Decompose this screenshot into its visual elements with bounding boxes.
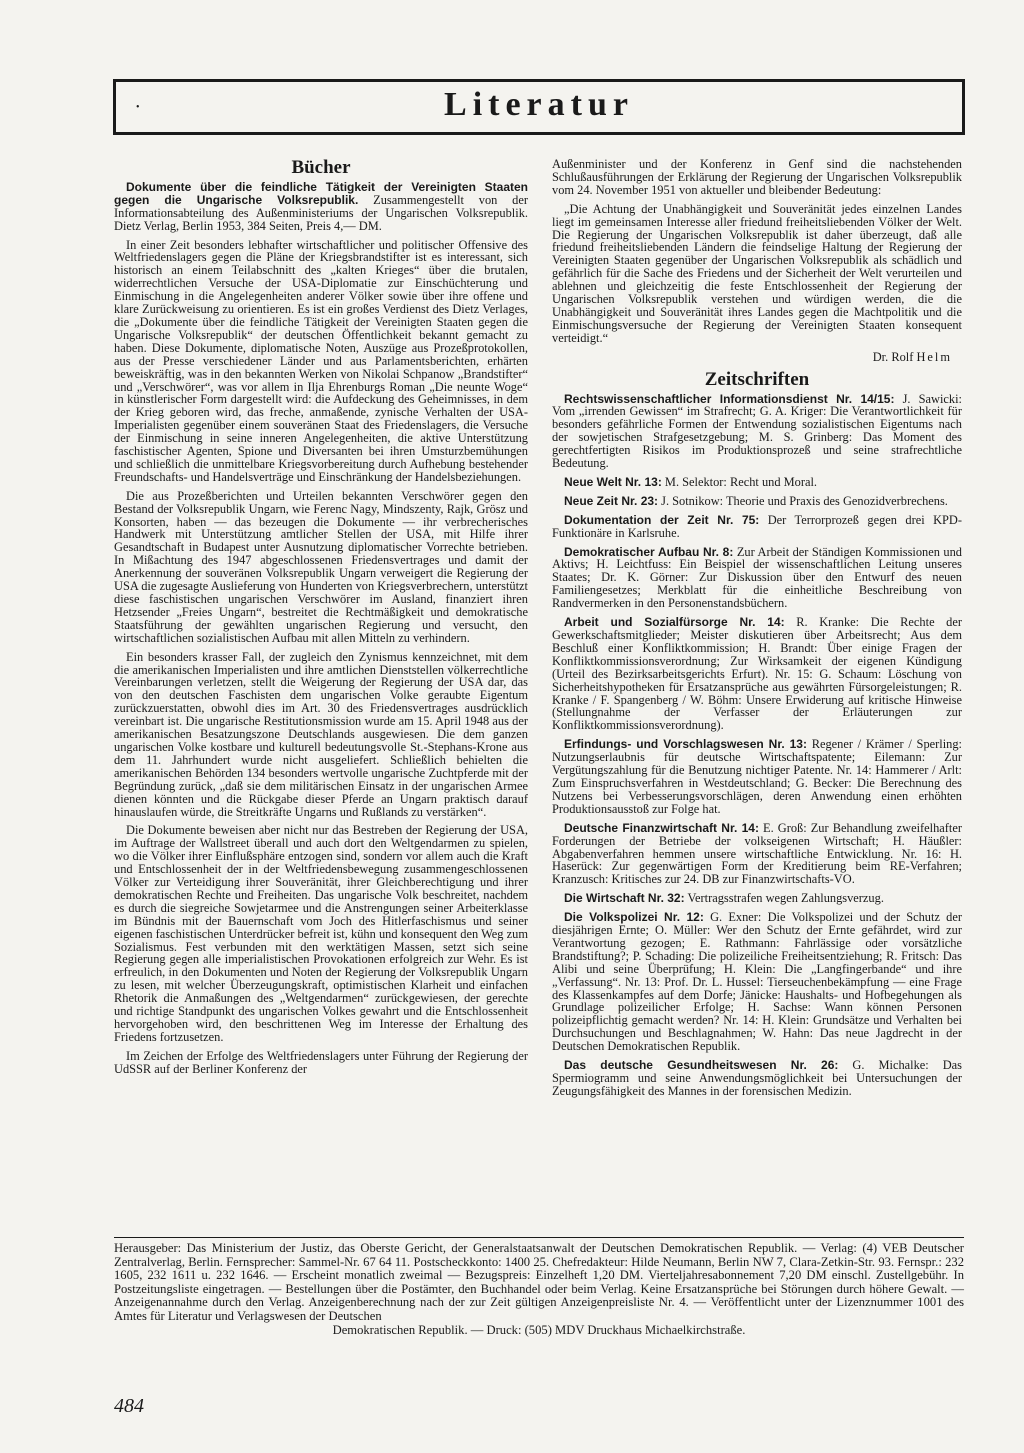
review-paragraph-5: Im Zeichen der Erfolge des Weltfriedenslagers unter Führung der Regierung der UdSSR auf der Berliner Konferenz der (114, 1048, 528, 1076)
journal-entry (552, 495, 962, 508)
review-paragraph-2: Die aus Prozeßberichten und Urteilen bekannten Verschwörer gegen den Bestand der Volksrepublik Ungarn, wie Ferenc Nagy, Mindszenty, Rajk, Grösz und Konsorten, haben — das bezeugen die Dokumente — ihr verbrecherisches Handwerk mit Unterstützung amtlicher Stellen der USA, mit Hilfe ihrer Gesandtschaft in Budapest unter Ausnutzung diplomatischer Vorrechte betrieben. In Mißachtung des 1947 abgeschlossenen Friedensvertrages und damit der Anerkennung der souveränen Volksrepublik Ungarn verweigert die Regierung der USA die zugesagte Auslieferung von Hunderten von Kriegsverbrechern, unterstützt diese faschistischen ungarischen Verschwörer im Ausland, finanziert ihren Hetzsender „Freies Ungarn“, bestreitet die Rechtmäßigkeit und demokratische Staatsführung der gewählten ungarischen Regierung und versucht, den wirtschaftlichen sozialistischen Aufbau mit allen Mitteln zu verhindern. (114, 488, 528, 645)
ornament-dot: • (136, 102, 140, 113)
review-paragraph-4: Die Dokumente beweisen aber nicht nur das Bestreben der Regierung der USA, im Auftrage der Wallstreet überall und auch dort den Weltgendarmen zu spielen, wo die Völker ihrer Einflußsphäre entzogen sind, sondern vor allem auch die Kraft und Entschlossenheit der in der Weltfriedensbewegung zusammengeschlossenen Völker zur Verteidigung ihrer Souveränität, ihrer Gleichberechtigung und ihrer demokratischen Rechte und Freiheiten. Das ungarische Volk beschreitet, nachdem es durch die siegreiche Sowjetarmee und die Anstrengungen seiner Arbeiterklasse im Bündnis mit der Bauernschaft vom Joch des Hitlerfaschismus und seiner eigenen faschistischen Unterdrücker befreit ist, kühn und konsequent den Weg zum Sozialismus. Fest verbunden mit den werktätigen Massen, setzt sich seine Regierung gegen alle imperialistischen Provokationen erfolgreich zur Wehr. Es ist erfreulich, in den Dokumenten und Noten der Regierung der Volksrepublik Ungarn zu lesen, mit welcher Überzeugungskraft, optimistischen Klarheit und einfachen Rhetorik die Anmaßungen des „Weltgendarmen“ zurückgewiesen, der gerechte und richtige Standpunkt des ungarischen Volkes gewahrt und die Entschlossenheit hervorgehoben wird, den beschrittenen Weg im Interesse der Erhaltung des Friedens fortzusetzen. (114, 823, 528, 1044)
page-number: 484 (114, 1395, 144, 1417)
review-continuation: Außenminister und der Konferenz in Genf sind die nachstehenden Schlußausführungen der Erklärung der Regierung der Ungarischen Volksrepublik vom 24. November 1951 von aktueller und bleibender Bedeutung: (552, 157, 962, 197)
journal-entry (552, 546, 962, 611)
journal-entry (552, 1059, 962, 1098)
journal-contents: G. Exner: Die Volkspolizei und der Schutz der diesjährigen Ernte; O. Müller: Wer den Schutz der Ernte gefährdet, wird zur Verantwortung gezogen; E. Rathmann: Fahrlässige oder vorsätzliche Brandstiftung?; P. Schading: Die polizeiliche Freiheitsentziehung; R. Fritsch: Das Alibi und seine Überprüfung; H. Klein: Die „Langfingerbande“ und ihre „Verfassung“. Nr. 13: Prof. Dr. L. Hussel: Tierseuchenbekämpfung — eine Frage des Klassenkampfes auf dem Dorfe; Jänicke: Haushalts- und Hofbegehungen als Grundlage polizeilicher Erfolge; H. Sachse: Wann können Personen polizeipflichtig gemacht werden? Nr. 14: H. Klein: Grundsätze und Verhalten bei Durchsuchungen und Beschlagnahmen; W. Hahn: Das neue Jagdrecht in der Deutschen Demokratischen Republik. (552, 910, 962, 1054)
section-title: Literatur (444, 86, 634, 123)
journal-entry (552, 393, 962, 470)
journal-contents: Der Terrorprozeß gegen drei KPD-Funktionäre in Karlsruhe. (552, 512, 962, 540)
journal-entry (552, 476, 962, 489)
journal-entry (552, 911, 962, 1053)
journal-entry (552, 616, 962, 732)
journal-title: Die Wirtschaft Nr. 32: (564, 891, 685, 906)
reviewer-name: Helm (916, 349, 952, 364)
journal-contents: Zur Arbeit der Ständigen Kommissionen und Aktivs; H. Leichtfuss: Ein Beispiel der wissenschaftlichen Leitung unseres Staates; Dr. K. Görner: Zur Diskussion über den Entwurf des neuen Familiengesetzes; Merkblatt für die einheitliche Beschreibung von Randvermerken in den Personenstandsbüchern. (552, 544, 962, 611)
journal-contents: R. Kranke: Die Rechte der Gewerkschaftsmitglieder; Meister diskutieren über Arbeitsrecht; Aus dem Beschluß einer Konfliktkommission; H. Brandt: Über einige Fragen der Konfliktkommissionsverordnung; Zur Wirksamkeit der eigenen Kündigung (Urteil des Bezirksarbeitsgerichts Erfurt). Nr. 15: G. Schaum: Löschung von Sicherheitshypotheken für Ersatzansprüche aus gewährten Fürsorgeleistungen; R. Kranke / F. Spangenberg / W. Böhm: Unsere Erwiderung auf kritische Hinweise (Stellungnahme der Verfasser der Erläuterungen zur Konfliktkommissionsverordnung). (552, 615, 962, 733)
book-entry (114, 181, 528, 233)
journal-title: Deutsche Finanzwirtschaft Nr. 14: (564, 820, 759, 835)
right-column (552, 158, 962, 1104)
journal-title: Demokratischer Aufbau Nr. 8: (564, 544, 734, 559)
journal-title: Dokumentation der Zeit Nr. 75: (564, 512, 760, 527)
journal-contents: J. Sawicki: Vom „irrenden Gewissen“ im Strafrecht; G. A. Kriger: Die Verantwortlichkeit für besonders gefährliche Formen der Entwendung sozialistischen Eigentums nach der sowjetischen Strafgesetzgebung; M. S. Grinberg: Das Moment des gerechtfertigten Risikos im Produktionsprozeß und seine strafrechtliche Bedeutung. (552, 391, 963, 471)
quote-paragraph: „Die Achtung der Unabhängigkeit und Souveränität jedes einzelnen Landes liegt im gemeinsamen Interesse aller friedund freiheitsliebenden Völker der Welt. Die Regierung der Ungarischen Volksrepublik ist daher überzeugt, daß alle friedund freiheitsliebenden Ländern die feindselige Haltung der Regierung der Vereinigten Staaten gegenüber der Ungarischen Volksrepublik als schädlich und gefährlich für die Sache des Friedens und der Sicherheit der Welt verurteilen und ablehnen und gleichzeitig die feste Entschlossenheit der Regierung der Ungarischen Volksrepublik verstehen und würdigen werden, die die Unabhängigkeit und Souveränität ihres Landes gegen die Machtpolitik und die Einmischungsversuche der Regierung der Vereinigten Staaten konsequent verteidigt.“ (552, 201, 962, 345)
review-paragraph-3: Ein besonders krasser Fall, der zugleich den Zynismus kennzeichnet, mit dem die amerikanischen Imperialisten und ihre amtlichen Dienststellen völkerrechtliche Vereinbarungen verletzen, stellt die Weigerung der Regierung der USA dar, das von den deutschen Faschisten dem ungarischen Volke geraubte Eigentum zurückzuerstatten, obwohl dies im Art. 30 des Friedensvertrages ausdrücklich vereinbart ist. Die ungarische Restitutionsmission wurde am 15. April 1948 aus der amerikanischen Besatzungszone Deutschlands ausgewiesen. Die dem ganzen ungarischen Volke kostbare und kulturell bedeutungsvolle St.-Stephans-Krone aus dem 11. Jahrhundert wurde nicht ausgeliefert. Schließlich behielten die amerikanischen Behörden 134 besonders wertvolle ungarische Zuchtpferde mit der Begründung zurück, „daß sie dem militärischen Einsatz in der ungarischen Armee dienen könnten und die Rückgabe dieser Pferde an Ungarn praktisch darauf hinauslaufen würde, die Streitkräfte Ungarns und Rußlands zu verstärken“. (114, 649, 528, 819)
reviewer-prefix: Dr. Rolf (872, 349, 914, 364)
books-heading: Bücher (291, 157, 351, 178)
journal-entry (552, 738, 962, 815)
imprint-last-line: Demokratischen Republik. — Druck: (505) MDV Druckhaus Michaelkirchstraße. (332, 1322, 746, 1337)
journals-heading: Zeitschriften (704, 368, 810, 390)
imprint-divider (114, 1237, 964, 1238)
journal-entry (552, 822, 962, 887)
journal-contents: Vertragsstrafen wegen Zahlungsverzug. (687, 891, 884, 906)
review-paragraph-1: In einer Zeit besonders lebhafter wirtschaftlicher und politischer Offensive des Weltfriedenslagers gegen die Pläne der Kriegsbrandstifter ist es interessant, sich historisch an einem Teilabschnitt des „kalten Krieges“ über die brutalen, widerrechtlichen Versuche der USA-Diplomatie zur Einschüchterung und Einmischung in die Angelegenheiten anderer Völker sowie über ihre offene und klare Zurückweisung zu orientieren. Es ist ein großes Verdienst des Dietz Verlages, die „Dokumente über die feindliche Tätigkeit der Vereinigten Staaten gegen die Ungarische Volksrepublik“ der deutschen Öffentlichkeit bekannt gemacht zu haben. Diese Dokumente, diplomatische Noten, Auszüge aus Prozeßprotokollen, aus der Presse verschiedener Länder und aus Parlamentsberichten, erhärten beweiskräftig, was in den bekannten Werken von Nikolai Schpanow „Brandstifter“ und „Verschwörer“, was vor allem in Ilja Ehrenburgs Roman „Die neunte Woge“ in künstlerischer Form dargestellt wird: die Aufdeckung des Geheimnisses, in dem der Krieg geboren wird, das freche, anmaßende, zynische Verhalten der USA-Imperialisten gegenüber einem souveränen Staat des Friedenslagers, die Versuche der Einmischung in seine inneren Angelegenheiten, die aktive Unterstützung faschistischer Agenten, Spione und Diversanten bei ihren Umsturzbemühungen und schließlich die unmittelbare Kriegsvorbereitung durch Aufhebung bestehender Freundschafts- und Handelsverträge und Einschränkung der Handelsbeziehungen. (114, 237, 528, 484)
journal-contents: E. Groß: Zur Behandlung zweifelhafter Forderungen der Betriebe der volkseigenen Wirtschaft; H. Häußler: Abgabenverfahren hemmen unsere wirtschaftliche Entwicklung. Nr. 16: H. Haserück: Zur gegenwärtigen Form der Kreditierung beim RE-Verfahren; Kranzusch: Kritisches zur 24. DB zur Finanzwirtschafts-VO. (552, 820, 962, 887)
imprint-block (114, 1242, 964, 1337)
journal-entry (552, 514, 962, 540)
left-column (114, 158, 528, 1082)
journal-title: Rechtswissenschaftlicher Informationsdienst Nr. 14/15: (564, 391, 895, 406)
journal-entry (552, 892, 962, 905)
book-title: Dokumente über die feindliche Tätigkeit der Vereinigten Staaten gegen die Ungarische Volksrepublik. (114, 179, 528, 207)
imprint-text: Herausgeber: Das Ministerium der Justiz, das Oberste Gericht, der Generalstaatsanwalt der Deutschen Demokratischen Republik. — Verlag: (4) VEB Deutscher Zentralverlag, Berlin. Fernsprecher: Sammel-Nr. 67 64 11. Postscheckkonto: 1400 25. Chefredakteur: Hilde Neumann, Berlin NW 7, Clara-Zetkin-Str. 93. Fernspr.: 232 1605, 232 1611 u. 232 1646. — Erscheint monatlich zweimal — Bezugspreis: Einzelheft 1,20 DM. Vierteljahresabonnement 7,20 DM einschl. Zustellgebühr. In Postzeitungsliste eingetragen. — Bestellungen über die Postämter, den Buchhandel oder beim Verlag. Keine Ersatzansprüche bei Störungen durch höhere Gewalt. — Anzeigenannahme durch den Verlag. Anzeigenberechnung nach der zur Zeit gültigen Anzeigenpreisliste Nr. 4. — Veröffentlicht unter der Lizenznummer 1001 des Amtes für Literatur und Verlagswesen der Deutschen (114, 1241, 964, 1323)
reviewer-signature (552, 351, 952, 364)
journal-title: Neue Zeit Nr. 23: (564, 493, 659, 508)
book-details: Zusammengestellt von der Informationsabteilung des Außenministeriums der Ungarischen Volksrepublik. Dietz Verlag, Berlin 1953, 384 Seiten, Preis 4,— DM. (114, 192, 528, 233)
journal-contents: G. Michalke: Das Spermiogramm und seine Anwendungsmöglichkeit bei Untersuchungen der Zeugungsfähigkeit des Mannes in der forensischen Medizin. (552, 1058, 962, 1098)
journal-title: Erfindungs- und Vorschlagswesen Nr. 13: (564, 737, 807, 752)
journal-title: Arbeit und Sozialfürsorge Nr. 14: (564, 615, 785, 630)
journal-contents: Regener / Krämer / Sperling: Nutzungserlaubnis für deutsche Wirtschaftspatente; Eilemann: Zur Vergütungszahlung für die Benutzung nichtiger Patente. Nr. 14: Hammerer / Arlt: Zum Einspruchsverfahren in Westdeutschland; G. Becker: Die Berechnung des Nutzens bei Verbesserungsvorschlägen, deren Anwendung einen erhöhten Produktionsausstoß zur Folge hat. (552, 737, 962, 816)
journal-contents: J. Sotnikow: Theorie und Praxis des Genozidverbrechens. (661, 493, 948, 508)
journal-title: Neue Welt Nr. 13: (564, 474, 662, 489)
section-header-box (113, 79, 965, 135)
journal-title: Das deutsche Gesundheitswesen Nr. 26: (564, 1058, 839, 1073)
journal-title: Die Volkspolizei Nr. 12: (564, 910, 704, 925)
journal-contents: M. Selektor: Recht und Moral. (664, 474, 818, 489)
